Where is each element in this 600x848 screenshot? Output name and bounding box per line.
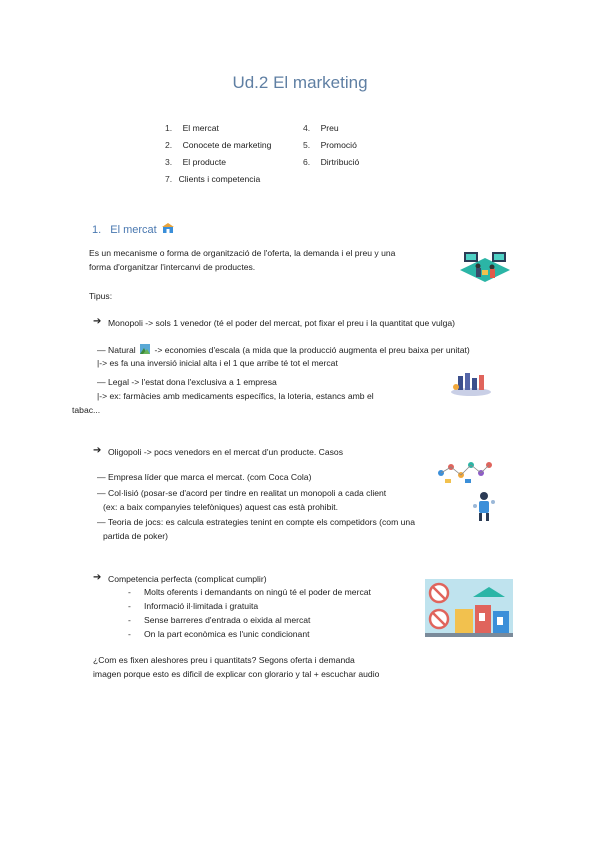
toc-number: 6. xyxy=(303,157,311,167)
toc-label: El producte xyxy=(182,157,227,167)
legal-illustration xyxy=(450,370,492,396)
tipus-label: Tipus: xyxy=(89,291,113,301)
natural-label: — Natural xyxy=(97,345,136,355)
section-number: 1. xyxy=(92,224,102,236)
closing-line: ¿Com es fixen aleshores preu i quantitats? Segons oferta i demanda xyxy=(93,655,355,665)
closing-line: imagen porque esto es dificil de explicar con glorario y tal + escuchar audio xyxy=(93,669,380,679)
oligopoli-illustration xyxy=(435,459,493,485)
competencia-bullet: - Informació il·limitada i gratuita xyxy=(128,601,259,611)
toc-item[interactable] xyxy=(303,157,359,168)
competition-illustration xyxy=(425,579,513,637)
arrow-bullet-icon: ➔ xyxy=(93,316,102,327)
toc-label: El mercat xyxy=(182,123,219,133)
toc-number: 7. xyxy=(165,174,173,184)
toc-label: Dirtribució xyxy=(320,157,360,167)
competencia-bullet: - Molts oferents i demandants on ningú té el poder de mercat xyxy=(128,587,371,597)
nature-icon xyxy=(140,344,150,354)
section-heading xyxy=(92,222,174,238)
section-title: El mercat xyxy=(110,224,157,236)
oligopoli-item: — Empresa líder que marca el mercat. (com Coca Cola) xyxy=(97,472,312,482)
bullet-text: Sense barreres d'entrada o eixida al mercat xyxy=(144,615,311,625)
toc-item[interactable] xyxy=(165,157,226,168)
toc-number: 4. xyxy=(303,123,311,133)
competencia-heading: Competencia perfecta (complicat cumplir) xyxy=(108,574,267,584)
monopoli-legal: — Legal -> l'estat dona l'exclusiva a 1 empresa xyxy=(97,377,277,387)
monopoli-heading: Monopoli -> sols 1 venedor (té el poder del mercat, pot fixar el preu i la quantitat que vulga) xyxy=(108,318,456,328)
toc-item[interactable] xyxy=(303,123,339,134)
toc-number: 3. xyxy=(165,157,173,167)
oligopoli-item-sub: (ex: a baix companyies telefòniques) aquest cas està prohibit. xyxy=(103,502,339,512)
toc-number: 1. xyxy=(165,123,173,133)
toc-item[interactable] xyxy=(303,140,357,151)
toc-label: Clients i competencia xyxy=(178,174,261,184)
toc-label: Promoció xyxy=(320,140,357,150)
intro-line: forma d'organitzar l'intercanvi de productes. xyxy=(89,262,256,272)
oligopoli-heading: Oligopoli -> pocs venedors en el mercat d'un producte. Casos xyxy=(108,447,343,457)
oligopoli-item: — Teoria de jocs: es calcula estrategies tenint en compte els competidors (com una xyxy=(97,517,415,527)
toc-label: Conocete de marketing xyxy=(182,140,272,150)
legal-sub-continuation: tabac... xyxy=(72,405,101,415)
bullet-text: Informació il·limitada i gratuita xyxy=(144,601,259,611)
intro-line: Es un mecanisme o forma de organització de l'oferta, la demanda i el preu y una xyxy=(89,248,396,258)
arrow-bullet-icon: ➔ xyxy=(93,572,102,583)
page-title: Ud.2 El marketing xyxy=(232,73,368,92)
bullet-text: On la part econòmica es l'unic condicionant xyxy=(144,629,310,639)
legal-sub: |-> ex: farmàcies amb medicaments específics, la loteria, estancs amb el xyxy=(97,391,374,401)
oligopoli-item-sub: partida de poker) xyxy=(103,531,168,541)
arrow-bullet-icon: ➔ xyxy=(93,445,102,456)
competencia-bullet: - On la part econòmica es l'unic condicionant xyxy=(128,629,310,639)
toc-item[interactable] xyxy=(165,174,260,185)
natural-sub: |-> es fa una inversió inicial alta i el 1 que arribe té tot el mercat xyxy=(97,358,338,368)
toc-number: 5. xyxy=(303,140,311,150)
people-illustration xyxy=(472,490,496,522)
competencia-bullet: - Sense barreres d'entrada o eixida al mercat xyxy=(128,615,311,625)
bullet-text: Molts oferents i demandants on ningú té el poder de mercat xyxy=(144,587,371,597)
market-icon xyxy=(162,222,174,234)
toc-item[interactable] xyxy=(165,123,219,134)
toc-number: 2. xyxy=(165,140,173,150)
monopoli-natural xyxy=(97,344,470,356)
toc-label: Preu xyxy=(320,123,339,133)
market-illustration xyxy=(456,246,514,292)
toc-item[interactable] xyxy=(165,140,271,151)
natural-text: -> economies d'escala (a mida que la producció augmenta el preu baixa per unitat) xyxy=(154,345,470,355)
oligopoli-item: — Col·lisió (posar-se d'acord per tindre en realitat un monopoli a cada client xyxy=(97,488,387,498)
